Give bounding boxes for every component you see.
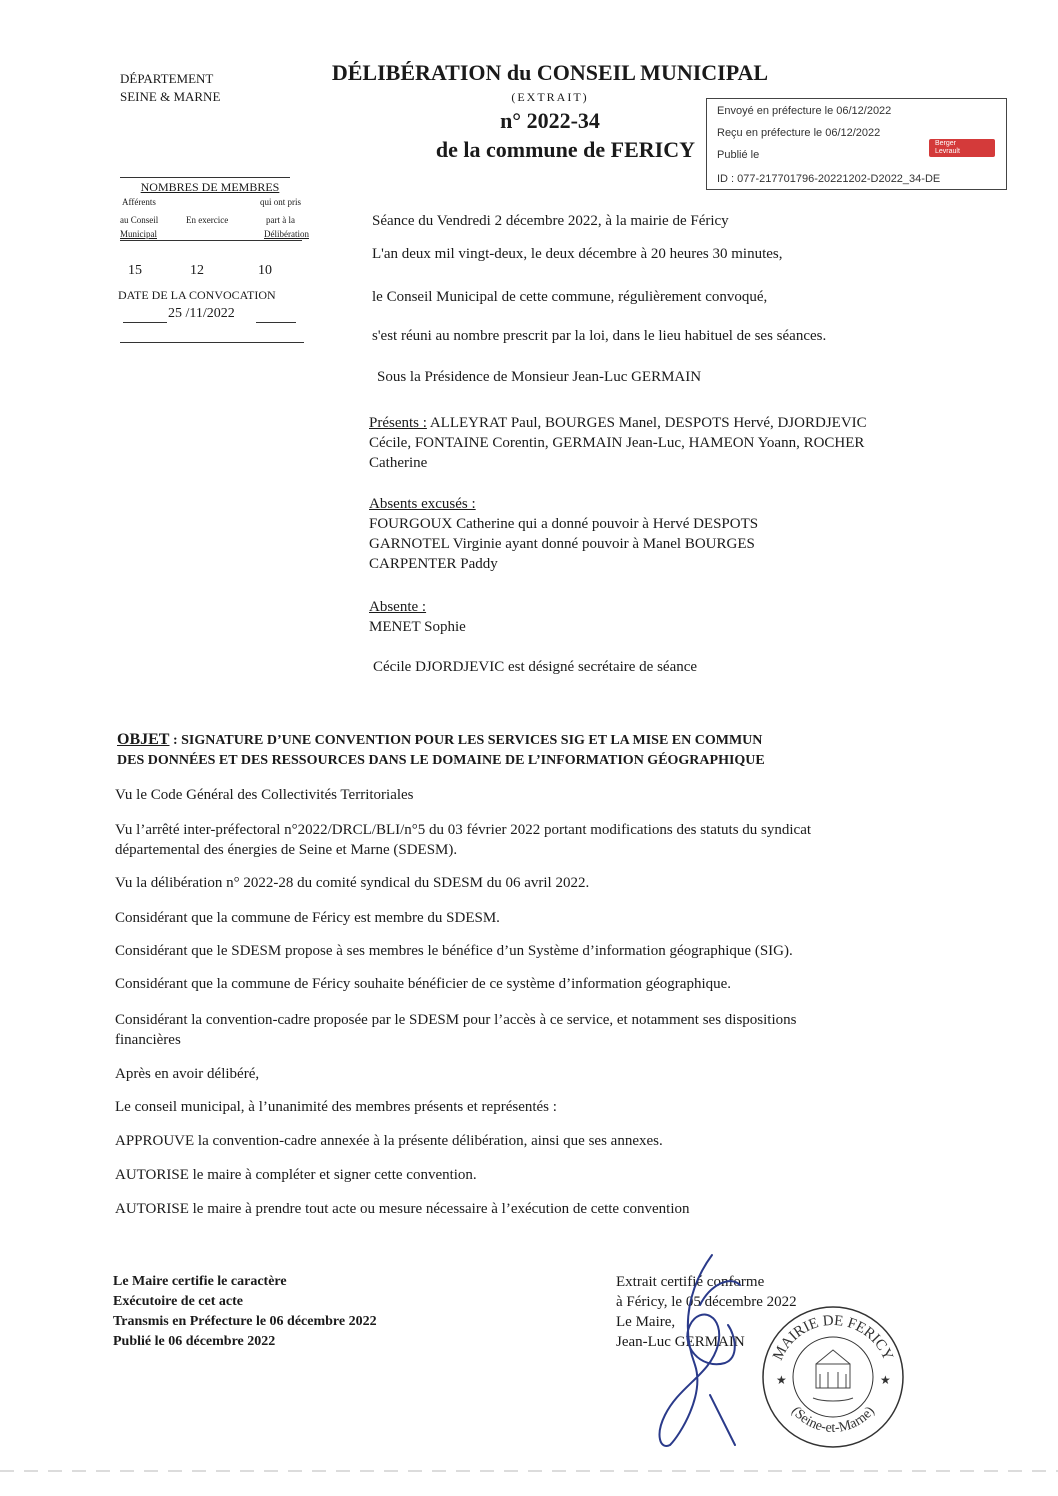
presents-list-3: Catherine [369, 455, 428, 471]
session-line-3: le Conseil Municipal de cette commune, régulièrement convoqué, [372, 289, 768, 305]
col-afferents-label-2: au Conseil [120, 215, 159, 225]
certification-block [113, 1272, 377, 1352]
department-block [120, 70, 220, 106]
objet-label: OBJET [117, 731, 170, 748]
paragraph-7 [115, 1010, 975, 1050]
extract-label: (EXTRAIT) [511, 90, 589, 104]
presents-label: Présents : [369, 415, 427, 431]
paragraph-7-line-1: Considérant la convention-cadre proposée par le SDESM pour l’accès à ce service, et notamment ses dispositions [115, 1012, 797, 1028]
divider [256, 322, 296, 323]
absente-label: Absente : [369, 599, 427, 615]
absents-excuses-label: Absents excusés : [369, 496, 476, 512]
objet-block [117, 730, 973, 771]
seal-bottom-text: (Seine-et-Marne) [788, 1404, 878, 1436]
absente-block [369, 597, 466, 637]
signature-line-2: à Féricy, le 05 décembre 2022 [616, 1294, 797, 1310]
scan-artifact [0, 1468, 1058, 1474]
absents-excuses-block [369, 494, 758, 574]
stamp-published: Publié le [717, 149, 760, 161]
decision-authorize-sign: AUTORISE le maire à compléter et signer cette convention. [115, 1167, 477, 1183]
absent-2: GARNOTEL Virginie ayant donné pouvoir à Manel BOURGES [369, 536, 755, 552]
stamp-id: ID : 077-217701796-20221202-D2022_34-DE [717, 173, 941, 185]
members-heading: NOMBRES DE MEMBRES [140, 180, 280, 194]
paragraph-6: Considérant que la commune de Féricy souhaite bénéficier de ce système d’information géographique. [115, 976, 732, 992]
certification-line-1: Le Maire certifie le caractère [113, 1274, 287, 1289]
col-votants-label-1: qui ont pris [260, 197, 302, 207]
signature-line-3: Le Maire, [616, 1314, 676, 1330]
afferents-count: 15 [128, 263, 142, 278]
signature-line-1: Extrait certifié conforme [616, 1274, 765, 1290]
seal-star-icon: ★ [776, 1373, 787, 1387]
paragraph-7-line-2: financières [115, 1032, 181, 1048]
absent-1: FOURGOUX Catherine qui a donné pouvoir à Hervé DESPOTS [369, 516, 759, 532]
deliberation-number: n° 2022-34 [500, 108, 600, 133]
secretary-line: Cécile DJORDJEVIC est désigné secrétaire de séance [373, 659, 698, 675]
convocation-date: 25 /11/2022 [168, 306, 235, 321]
department-label: DÉPARTEMENT [120, 71, 214, 86]
stamp-received: Reçu en préfecture le 06/12/2022 [717, 127, 881, 139]
session-line-4: s'est réuni au nombre prescrit par la loi, dans le lieu habituel de ses séances. [372, 328, 827, 344]
divider [123, 322, 167, 323]
presents-block [369, 413, 989, 473]
session-line-2: L'an deux mil vingt-deux, le deux décembre à 20 heures 30 minutes, [372, 246, 783, 262]
seal-star-icon: ★ [880, 1373, 891, 1387]
divider [120, 177, 290, 178]
col-afferents-label-1: Afférents [122, 197, 156, 207]
exercice-count: 12 [190, 263, 204, 278]
col-exercice-label: En exercice [186, 215, 229, 225]
handwritten-signature [640, 1245, 760, 1455]
objet-text-1: : SIGNATURE D’UNE CONVENTION POUR LES SERVICES SIG ET LA MISE EN COMMUN [169, 733, 763, 748]
absente-1: MENET Sophie [369, 619, 466, 635]
commune-name: de la commune de FERICY [435, 137, 695, 162]
prefecture-stamp [706, 98, 1007, 190]
department-name: SEINE & MARNE [120, 89, 221, 104]
convocation-label: DATE DE LA CONVOCATION [118, 288, 276, 302]
paragraph-8: Après en avoir délibéré, [115, 1066, 260, 1082]
divider [120, 240, 302, 241]
paragraph-5: Considérant que le SDESM propose à ses membres le bénéfice d’un Système d’information géographique (SIG). [115, 943, 793, 959]
col-afferents-label-3: Municipal [120, 229, 157, 239]
seal-emblem [813, 1350, 853, 1401]
votants-count: 10 [258, 263, 272, 278]
berger-levrault-logo: Berger Levrault [929, 139, 995, 157]
col-votants-label-3: Délibération [264, 229, 309, 239]
decision-authorize-act: AUTORISE le maire à prendre tout acte ou mesure nécessaire à l’exécution de cette convention [115, 1201, 690, 1217]
certification-line-4: Publié le 06 décembre 2022 [113, 1334, 276, 1349]
objet-text-2: DES DONNÉES ET DES RESSOURCES DANS LE DOMAINE DE L’INFORMATION GÉOGRAPHIQUE [117, 753, 765, 768]
mairie-seal [758, 1302, 908, 1452]
document-title: DÉLIBÉRATION du CONSEIL MUNICIPAL [331, 60, 769, 85]
paragraph-4: Considérant que la commune de Féricy est membre du SDESM. [115, 910, 500, 926]
certification-line-3: Transmis en Préfecture le 06 décembre 2022 [113, 1314, 377, 1329]
decision-approve: APPROUVE la convention-cadre annexée à la présente délibération, ainsi que ses annexes. [115, 1133, 663, 1149]
paragraph-2-line-1: Vu l’arrêté inter-préfectoral n°2022/DRCL/BLI/n°5 du 03 février 2022 portant modifications des statuts du syndicat [115, 822, 812, 838]
stamp-sent: Envoyé en préfecture le 06/12/2022 [717, 105, 892, 117]
presents-list-2: Cécile, FONTAINE Corentin, GERMAIN Jean-Luc, HAMEON Yoann, ROCHER [369, 435, 865, 451]
col-votants-label-2: part à la [266, 215, 295, 225]
presents-list-1: ALLEYRAT Paul, BOURGES Manel, DESPOTS Hervé, DJORDJEVIC [426, 415, 867, 431]
paragraph-2-line-2: départemental des énergies de Seine et Marne (SDESM). [115, 842, 458, 858]
paragraph-3: Vu la délibération n° 2022-28 du comité syndical du SDESM du 06 avril 2022. [115, 875, 590, 891]
certification-line-2: Exécutoire de cet acte [113, 1294, 243, 1309]
absent-3: CARPENTER Paddy [369, 556, 498, 572]
divider [120, 342, 304, 343]
paragraph-9: Le conseil municipal, à l’unanimité des membres présents et représentés : [115, 1099, 557, 1115]
members-block [118, 170, 309, 350]
session-date: Séance du Vendredi 2 décembre 2022, à la mairie de Féricy [372, 213, 729, 229]
paragraph-2 [115, 820, 975, 860]
seal-top-text: MAIRIE DE FERICY [770, 1312, 896, 1363]
paragraph-1: Vu le Code Général des Collectivités Territoriales [115, 787, 414, 803]
signature-line-4: Jean-Luc GERMAIN [616, 1334, 745, 1350]
presidence: Sous la Présidence de Monsieur Jean-Luc GERMAIN [377, 369, 702, 385]
